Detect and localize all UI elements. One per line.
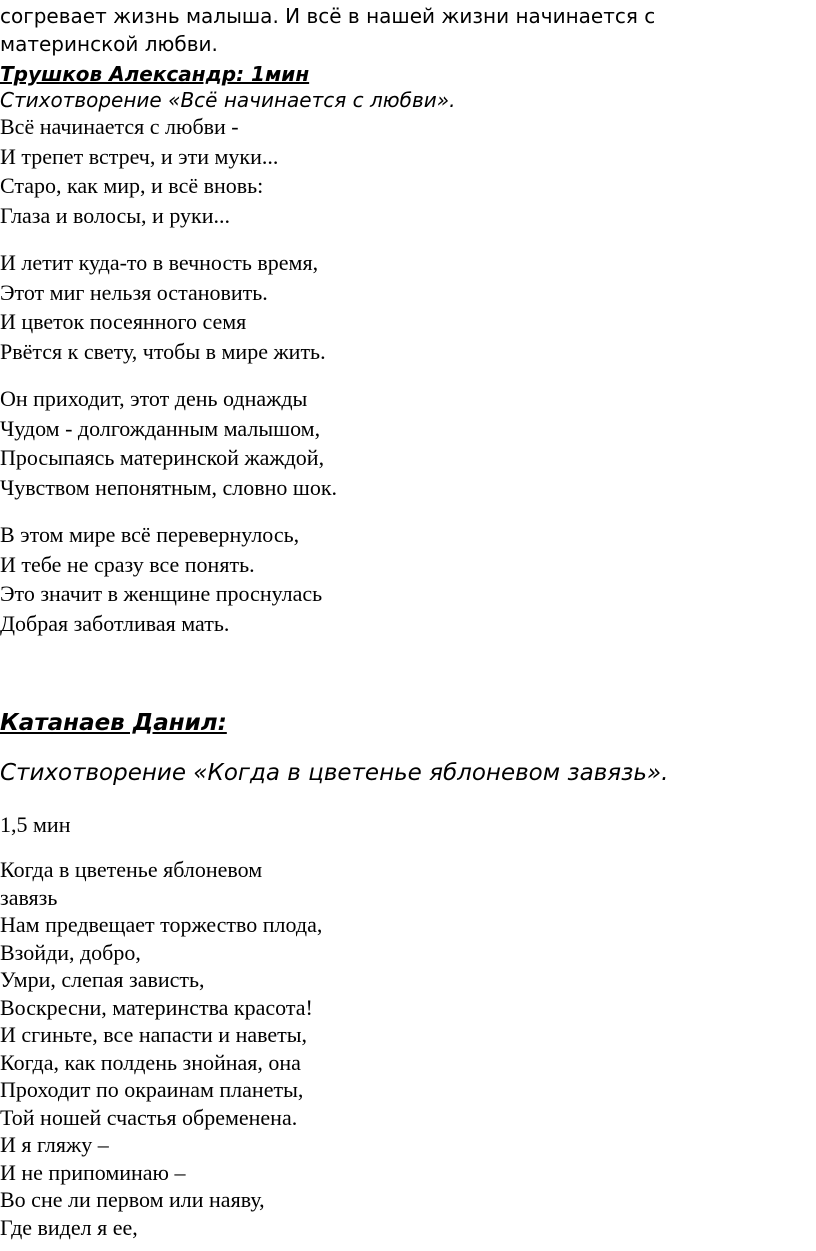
- poem-line: И не припоминаю –: [0, 1159, 186, 1185]
- intro-line: согревает жизнь малыша. И всё в нашей жизни начинается с: [0, 4, 656, 28]
- poem-line: Проходит по окраинам планеты,: [0, 1077, 304, 1102]
- section2-duration: 1,5 мин: [0, 812, 71, 837]
- section2-author: Катанаев Данил:: [0, 710, 227, 736]
- poem-line: И летит куда-то в вечность время,: [0, 250, 319, 275]
- poem-line: И сгиньте, все напасти и наветы,: [0, 1022, 308, 1047]
- intro-paragraph: [0, 2, 655, 58]
- section1-title: Стихотворение «Всё начинается с любви».: [0, 88, 456, 112]
- poem-line: Взойди, добро,: [0, 939, 141, 965]
- poem-line: Глаза и волосы, и руки...: [0, 202, 231, 228]
- poem-line: завязь: [0, 884, 58, 910]
- poem-line: Нам предвещает торжество плода,: [0, 912, 323, 937]
- intro-line: материнской любви.: [0, 32, 218, 56]
- poem-line: Рвётся к свету, чтобы в мире жить.: [0, 338, 326, 364]
- poem-line: Чудом - долгожданным малышом,: [0, 415, 321, 441]
- poem-line: И я гляжу –: [0, 1132, 109, 1157]
- poem-line: Просыпаясь материнской жаждой,: [0, 445, 325, 470]
- poem-line: Он приходит, этот день однажды: [0, 386, 308, 411]
- poem-line: Этот миг нельзя остановить.: [0, 279, 268, 305]
- poem-line: Когда, как полдень знойная, она: [0, 1049, 301, 1075]
- section2-poem: [0, 856, 322, 1241]
- section2-title: Стихотворение «Когда в цветенье яблоневом завязь».: [0, 760, 669, 786]
- section1-stanza: [0, 520, 322, 638]
- poem-line: Когда в цветенье яблоневом: [0, 857, 263, 882]
- section1-stanza: [0, 112, 278, 230]
- section1-author: Трушков Александр: 1мин: [0, 62, 310, 86]
- poem-line: Всё начинается с любви -: [0, 114, 239, 139]
- poem-line: Той ношей счастья обременена.: [0, 1104, 298, 1130]
- poem-line: Во сне ли первом или наяву,: [0, 1187, 265, 1212]
- section1-stanza: [0, 248, 326, 366]
- poem-line: Воскресни, материнства красота!: [0, 994, 313, 1020]
- poem-line: Чувством непонятным, словно шок.: [0, 474, 338, 500]
- poem-line: И тебе не сразу все понять.: [0, 551, 255, 577]
- poem-line: Умри, слепая зависть,: [0, 967, 205, 992]
- poem-line: В этом мире всё перевернулось,: [0, 522, 300, 547]
- poem-line: И трепет встреч, и эти муки...: [0, 143, 279, 169]
- poem-line: И цветок посеянного семя: [0, 309, 247, 334]
- poem-line: Это значит в женщине проснулась: [0, 581, 323, 606]
- poem-line: Где видел я ее,: [0, 1214, 138, 1240]
- section1-stanza: [0, 384, 337, 502]
- poem-line: Старо, как мир, и всё вновь:: [0, 173, 264, 198]
- poem-line: Добрая заботливая мать.: [0, 610, 230, 636]
